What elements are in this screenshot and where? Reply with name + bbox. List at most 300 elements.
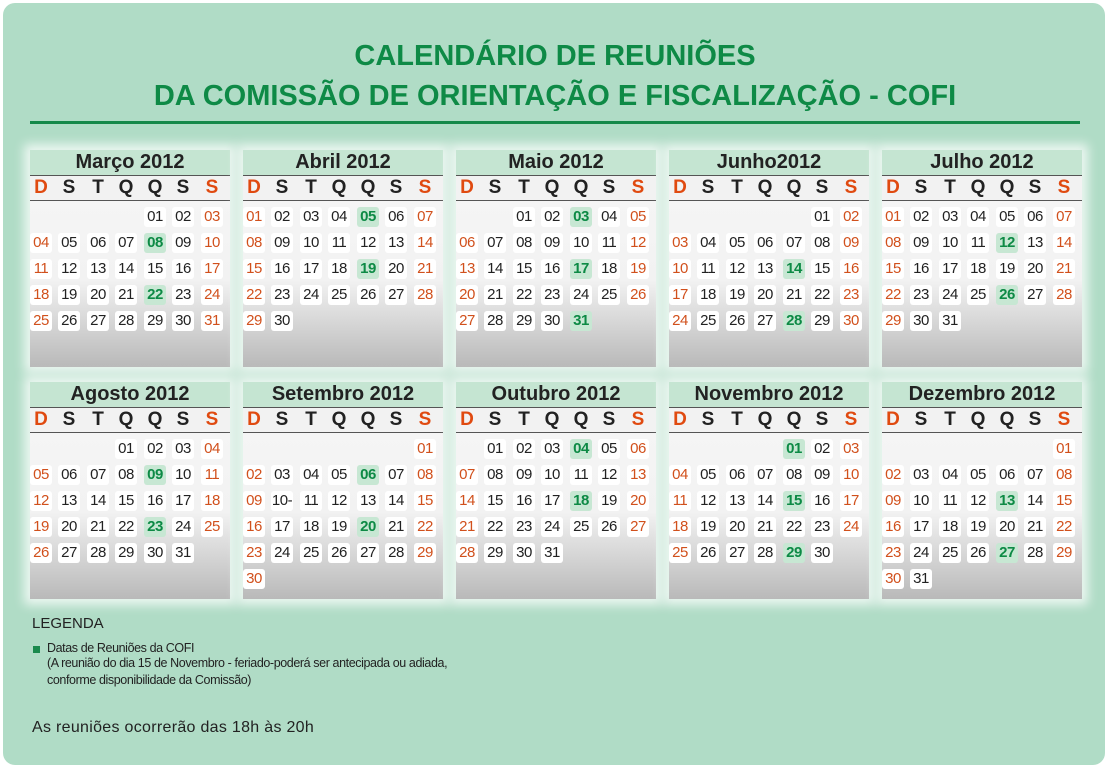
calendar-day: 03 <box>840 439 862 459</box>
weekday-header <box>669 407 869 433</box>
calendar-day: 17 <box>669 285 691 305</box>
calendar-day: 19 <box>726 285 748 305</box>
calendar-day: 30 <box>144 543 166 563</box>
calendar-day: 25 <box>939 543 961 563</box>
calendar-day: 27 <box>754 311 776 331</box>
calendar-day: 15 <box>882 259 904 279</box>
calendar-day: 10 <box>669 259 691 279</box>
calendar-day: 25 <box>328 285 350 305</box>
calendar-day: 23 <box>243 543 265 563</box>
calendar-day: 30 <box>513 543 535 563</box>
meeting-day: 15 <box>783 491 805 511</box>
calendar-day: 25 <box>570 517 592 537</box>
weekday-header <box>30 407 230 433</box>
meeting-day: 29 <box>783 543 805 563</box>
calendar-day: 22 <box>882 285 904 305</box>
calendar-day: 01 <box>115 439 137 459</box>
calendar-day: 08 <box>1053 465 1075 485</box>
meeting-day: 08 <box>144 233 166 253</box>
weekday-label: S <box>488 177 502 198</box>
calendar-day: 10 <box>201 233 223 253</box>
calendar-day: 20 <box>754 285 776 305</box>
weekday-label: S <box>488 409 502 430</box>
calendar-day: 30 <box>840 311 862 331</box>
weekday-label: D <box>886 409 900 430</box>
calendar-day: 07 <box>1024 465 1046 485</box>
calendar-day: 29 <box>144 311 166 331</box>
calendar-day: 28 <box>414 285 436 305</box>
calendar-day: 24 <box>840 517 862 537</box>
calendar-day: 26 <box>58 311 80 331</box>
weekday-label: Q <box>544 409 560 430</box>
calendar-day: 02 <box>513 439 535 459</box>
calendar-day: 10 <box>939 233 961 253</box>
weekday-label: Q <box>147 409 163 430</box>
calendar-day: 01 <box>484 439 506 459</box>
weekday-label: D <box>673 409 687 430</box>
calendar-day: 11 <box>598 233 620 253</box>
calendar-day: 12 <box>357 233 379 253</box>
calendar-day: 22 <box>783 517 805 537</box>
meeting-legend-icon <box>33 646 40 653</box>
calendar-day: 21 <box>1024 517 1046 537</box>
weekday-label: Q <box>147 177 163 198</box>
meeting-day: 26 <box>996 285 1018 305</box>
calendar-day: 07 <box>456 465 478 485</box>
calendar-day: 26 <box>30 543 52 563</box>
calendar-day: 21 <box>87 517 109 537</box>
calendar-day: 05 <box>996 207 1018 227</box>
calendar-day: 31 <box>939 311 961 331</box>
calendar-day: 16 <box>882 517 904 537</box>
title-line-1: CALENDÁRIO DE REUNIÕES <box>354 40 756 72</box>
weekday-header <box>243 407 443 433</box>
calendar-day: 11 <box>30 259 52 279</box>
calendar-day: 08 <box>513 233 535 253</box>
calendar-day: 14 <box>456 491 478 511</box>
calendar-day: 16 <box>172 259 194 279</box>
calendar-day: 14 <box>1024 491 1046 511</box>
calendar-day: 21 <box>484 285 506 305</box>
calendar-day: 03 <box>939 207 961 227</box>
weekday-label: D <box>886 177 900 198</box>
calendar-day: 10 <box>172 465 194 485</box>
meeting-hours-note: As reuniões ocorrerão das 18h às 20h <box>32 719 315 736</box>
calendar-day: 08 <box>882 233 904 253</box>
calendar-day: 07 <box>484 233 506 253</box>
calendar-day: 25 <box>967 285 989 305</box>
legend-title: LEGENDA <box>32 615 104 632</box>
calendar-day: 17 <box>910 517 932 537</box>
calendar-day: 02 <box>910 207 932 227</box>
month-calendar <box>669 382 869 599</box>
calendar-day: 16 <box>144 491 166 511</box>
month-calendar <box>456 382 656 599</box>
weekday-label: S <box>205 177 219 198</box>
weekday-label: D <box>247 177 261 198</box>
weekday-header <box>669 175 869 201</box>
calendar-day: 09 <box>172 233 194 253</box>
calendar-day: 28 <box>87 543 109 563</box>
calendar-day: 09 <box>541 233 563 253</box>
calendar-day: 28 <box>456 543 478 563</box>
calendar-day: 04 <box>939 465 961 485</box>
calendar-day: 26 <box>967 543 989 563</box>
calendar-day: 05 <box>58 233 80 253</box>
weekday-label: D <box>34 177 48 198</box>
calendar-day: 25 <box>697 311 719 331</box>
calendar-day: 24 <box>300 285 322 305</box>
calendar-day: 10 <box>541 465 563 485</box>
calendar-day: 23 <box>811 517 833 537</box>
weekday-label: S <box>914 177 928 198</box>
calendar-day: 28 <box>1053 285 1075 305</box>
weekday-label: Q <box>118 177 134 198</box>
calendar-day: 16 <box>910 259 932 279</box>
calendar-day: 19 <box>996 259 1018 279</box>
calendar-day: 17 <box>541 491 563 511</box>
calendar-day: 12 <box>697 491 719 511</box>
calendar-day: 26 <box>726 311 748 331</box>
calendar-day: 27 <box>58 543 80 563</box>
calendar-day: 01 <box>882 207 904 227</box>
calendar-day: 22 <box>811 285 833 305</box>
calendar-day: 03 <box>201 207 223 227</box>
calendar-day: 30 <box>243 569 265 589</box>
month-calendar <box>882 382 1082 599</box>
calendar-day: 31 <box>172 543 194 563</box>
calendar-day: 19 <box>627 259 649 279</box>
weekday-label: T <box>518 409 530 430</box>
calendar-day: 30 <box>910 311 932 331</box>
meeting-day: 23 <box>144 517 166 537</box>
calendar-day: 20 <box>385 259 407 279</box>
calendar-day: 15 <box>414 491 436 511</box>
calendar-day: 04 <box>300 465 322 485</box>
calendar-day: 04 <box>598 207 620 227</box>
calendar-day: 02 <box>882 465 904 485</box>
calendar-day: 27 <box>627 517 649 537</box>
month-title: Setembro 2012 <box>243 382 443 407</box>
calendar-day: 26 <box>357 285 379 305</box>
calendar-day: 04 <box>201 439 223 459</box>
weekday-label: Q <box>331 409 347 430</box>
weekday-label: S <box>815 177 829 198</box>
calendar-day: 26 <box>598 517 620 537</box>
calendar-day: 14 <box>754 491 776 511</box>
calendar-day: 12 <box>30 491 52 511</box>
calendar-day: 08 <box>484 465 506 485</box>
calendar-day: 28 <box>385 543 407 563</box>
calendar-day: 31 <box>910 569 932 589</box>
weekday-label: D <box>34 409 48 430</box>
calendar-day: 11 <box>300 491 322 511</box>
month-title: Maio 2012 <box>456 150 656 175</box>
month-title: Abril 2012 <box>243 150 443 175</box>
weekday-label: Q <box>757 177 773 198</box>
calendar-day: 03 <box>910 465 932 485</box>
calendar-day: 07 <box>115 233 137 253</box>
meeting-day: 19 <box>357 259 379 279</box>
calendar-day: 24 <box>669 311 691 331</box>
calendar-day: 18 <box>697 285 719 305</box>
meeting-day: 20 <box>357 517 379 537</box>
weekday-label: Q <box>360 409 376 430</box>
weekday-label: S <box>1057 409 1071 430</box>
weekday-label: Q <box>999 409 1015 430</box>
calendar-day: 06 <box>1024 207 1046 227</box>
calendar-day: 15 <box>115 491 137 511</box>
calendar-day: 02 <box>144 439 166 459</box>
weekday-label: S <box>844 177 858 198</box>
calendar-day: 12 <box>967 491 989 511</box>
meeting-day: 01 <box>783 439 805 459</box>
calendar-day: 13 <box>456 259 478 279</box>
calendar-day: 16 <box>811 491 833 511</box>
weekday-label: Q <box>573 177 589 198</box>
calendar-day: 23 <box>882 543 904 563</box>
calendar-day: 14 <box>115 259 137 279</box>
calendar-day: 15 <box>243 259 265 279</box>
calendar-day: 03 <box>271 465 293 485</box>
calendar-day: 01 <box>414 439 436 459</box>
calendar-day: 06 <box>385 207 407 227</box>
weekday-label: S <box>602 409 616 430</box>
calendar-day: 29 <box>882 311 904 331</box>
month-title: Dezembro 2012 <box>882 382 1082 407</box>
calendar-day: 03 <box>300 207 322 227</box>
calendar-day: 29 <box>513 311 535 331</box>
calendar-day: 17 <box>939 259 961 279</box>
calendar-day: 13 <box>726 491 748 511</box>
weekday-label: Q <box>999 177 1015 198</box>
calendar-day: 18 <box>669 517 691 537</box>
calendar-day: 07 <box>754 465 776 485</box>
calendar-day: 23 <box>271 285 293 305</box>
calendar-day: 06 <box>87 233 109 253</box>
calendar-day: 27 <box>87 311 109 331</box>
calendar-day: 22 <box>243 285 265 305</box>
weekday-label: Q <box>970 409 986 430</box>
meeting-day: 22 <box>144 285 166 305</box>
meeting-day: 13 <box>996 491 1018 511</box>
calendar-day: 16 <box>541 259 563 279</box>
calendar-day: 12 <box>726 259 748 279</box>
weekday-label: T <box>305 409 317 430</box>
meeting-day: 31 <box>570 311 592 331</box>
weekday-label: S <box>275 409 289 430</box>
weekday-label: Q <box>786 177 802 198</box>
weekday-label: T <box>731 409 743 430</box>
weekday-label: D <box>460 177 474 198</box>
calendar-day: 04 <box>669 465 691 485</box>
meeting-day: 17 <box>570 259 592 279</box>
calendar-day: 18 <box>30 285 52 305</box>
weekday-label: S <box>176 177 190 198</box>
calendar-day: 15 <box>1053 491 1075 511</box>
calendar-day: 11 <box>697 259 719 279</box>
calendar-day: 28 <box>1024 543 1046 563</box>
month-calendar <box>669 150 869 367</box>
calendar-day: 06 <box>726 465 748 485</box>
calendar-day: 09 <box>513 465 535 485</box>
weekday-header <box>882 407 1082 433</box>
calendar-day: 13 <box>357 491 379 511</box>
month-calendar <box>456 150 656 367</box>
legend-note-line-2: conforme disponibilidade da Comissão) <box>47 673 252 687</box>
calendar-day: 11 <box>939 491 961 511</box>
calendar-day: 07 <box>1053 207 1075 227</box>
calendar-day: 06 <box>996 465 1018 485</box>
calendar-day: 23 <box>541 285 563 305</box>
weekday-label: D <box>673 177 687 198</box>
calendar-day: 17 <box>840 491 862 511</box>
calendar-day: 11 <box>570 465 592 485</box>
weekday-label: S <box>176 409 190 430</box>
calendar-day: 21 <box>115 285 137 305</box>
meeting-day: 05 <box>357 207 379 227</box>
calendar-day: 07 <box>783 233 805 253</box>
calendar-day: 29 <box>414 543 436 563</box>
calendar-day: 07 <box>414 207 436 227</box>
calendar-day: 12 <box>58 259 80 279</box>
calendar-day: 14 <box>484 259 506 279</box>
weekday-label: S <box>275 177 289 198</box>
weekday-label: T <box>92 177 104 198</box>
calendar-day: 28 <box>754 543 776 563</box>
calendar-day: 11 <box>967 233 989 253</box>
calendar-day: 12 <box>598 465 620 485</box>
weekday-label: Q <box>573 409 589 430</box>
month-calendar <box>30 382 230 599</box>
calendar-day: 02 <box>172 207 194 227</box>
weekday-label: S <box>602 177 616 198</box>
calendar-day: 03 <box>541 439 563 459</box>
calendar-day: 23 <box>910 285 932 305</box>
calendar-day: 16 <box>513 491 535 511</box>
calendar-day: 01 <box>144 207 166 227</box>
calendar-day: 02 <box>271 207 293 227</box>
calendar-day: 25 <box>300 543 322 563</box>
calendar-day: 07 <box>87 465 109 485</box>
calendar-day: 22 <box>414 517 436 537</box>
calendar-day: 13 <box>87 259 109 279</box>
calendar-day: 24 <box>939 285 961 305</box>
calendar-day: 13 <box>1024 233 1046 253</box>
weekday-header <box>882 175 1082 201</box>
calendar-day: 10- <box>271 492 293 509</box>
calendar-day: 04 <box>697 233 719 253</box>
calendar-day: 24 <box>271 543 293 563</box>
calendar-day: 21 <box>414 259 436 279</box>
calendar-day: 12 <box>328 491 350 511</box>
calendar-day: 25 <box>201 517 223 537</box>
meeting-day: 12 <box>996 233 1018 253</box>
calendar-day: 20 <box>58 517 80 537</box>
weekday-label: Q <box>970 177 986 198</box>
calendar-day: 18 <box>967 259 989 279</box>
calendar-day: 05 <box>967 465 989 485</box>
month-title: Março 2012 <box>30 150 230 175</box>
weekday-label: S <box>62 409 76 430</box>
weekday-label: Q <box>331 177 347 198</box>
calendar-day: 07 <box>385 465 407 485</box>
month-calendar <box>243 382 443 599</box>
calendar-day: 14 <box>87 491 109 511</box>
calendar-day: 30 <box>882 569 904 589</box>
calendar-day: 15 <box>811 259 833 279</box>
calendar-day: 09 <box>271 233 293 253</box>
calendar-day: 23 <box>840 285 862 305</box>
meeting-day: 09 <box>144 465 166 485</box>
weekday-label: T <box>92 409 104 430</box>
calendar-day: 22 <box>484 517 506 537</box>
calendar-day: 13 <box>58 491 80 511</box>
legend-note-line-1: (A reunião do dia 15 de Novembro - feriado-poderá ser antecipada ou adiada, <box>47 656 448 670</box>
calendar-day: 02 <box>243 465 265 485</box>
calendar-day: 16 <box>271 259 293 279</box>
calendar-day: 09 <box>811 465 833 485</box>
calendar-day: 27 <box>385 285 407 305</box>
meeting-day: 18 <box>570 491 592 511</box>
calendar-day: 01 <box>1053 439 1075 459</box>
weekday-label: S <box>389 409 403 430</box>
calendar-day: 19 <box>58 285 80 305</box>
weekday-label: S <box>205 409 219 430</box>
weekday-label: S <box>389 177 403 198</box>
calendar-day: 05 <box>598 439 620 459</box>
calendar-day: 27 <box>357 543 379 563</box>
calendar-day: 16 <box>243 517 265 537</box>
calendar-day: 08 <box>414 465 436 485</box>
calendar-day: 23 <box>172 285 194 305</box>
weekday-header <box>30 175 230 201</box>
calendar-day: 21 <box>783 285 805 305</box>
weekday-label: S <box>631 177 645 198</box>
calendar-day: 29 <box>484 543 506 563</box>
calendar-day: 04 <box>328 207 350 227</box>
weekday-label: Q <box>786 409 802 430</box>
weekday-label: T <box>944 177 956 198</box>
calendar-day: 20 <box>1024 259 1046 279</box>
calendar-day: 26 <box>627 285 649 305</box>
calendar-day: 31 <box>541 543 563 563</box>
calendar-day: 05 <box>726 233 748 253</box>
meeting-day: 06 <box>357 465 379 485</box>
calendar-day: 01 <box>243 207 265 227</box>
weekday-label: S <box>914 409 928 430</box>
calendar-day: 30 <box>271 311 293 331</box>
weekday-label: S <box>844 409 858 430</box>
calendar-day: 08 <box>811 233 833 253</box>
calendar-day: 23 <box>513 517 535 537</box>
calendar-day: 10 <box>840 465 862 485</box>
calendar-day: 20 <box>996 517 1018 537</box>
weekday-label: S <box>631 409 645 430</box>
weekday-label: S <box>701 177 715 198</box>
calendar-day: 21 <box>456 517 478 537</box>
calendar-day: 03 <box>669 233 691 253</box>
calendar-day: 22 <box>1053 517 1075 537</box>
month-calendar <box>882 150 1082 367</box>
calendar-day: 11 <box>328 233 350 253</box>
weekday-label: S <box>815 409 829 430</box>
meeting-day: 28 <box>783 311 805 331</box>
calendar-day: 27 <box>1024 285 1046 305</box>
title-line-2: DA COMISSÃO DE ORIENTAÇÃO E FISCALIZAÇÃO - COFI <box>153 80 957 112</box>
calendar-day: 14 <box>1053 233 1075 253</box>
calendar-day: 08 <box>783 465 805 485</box>
